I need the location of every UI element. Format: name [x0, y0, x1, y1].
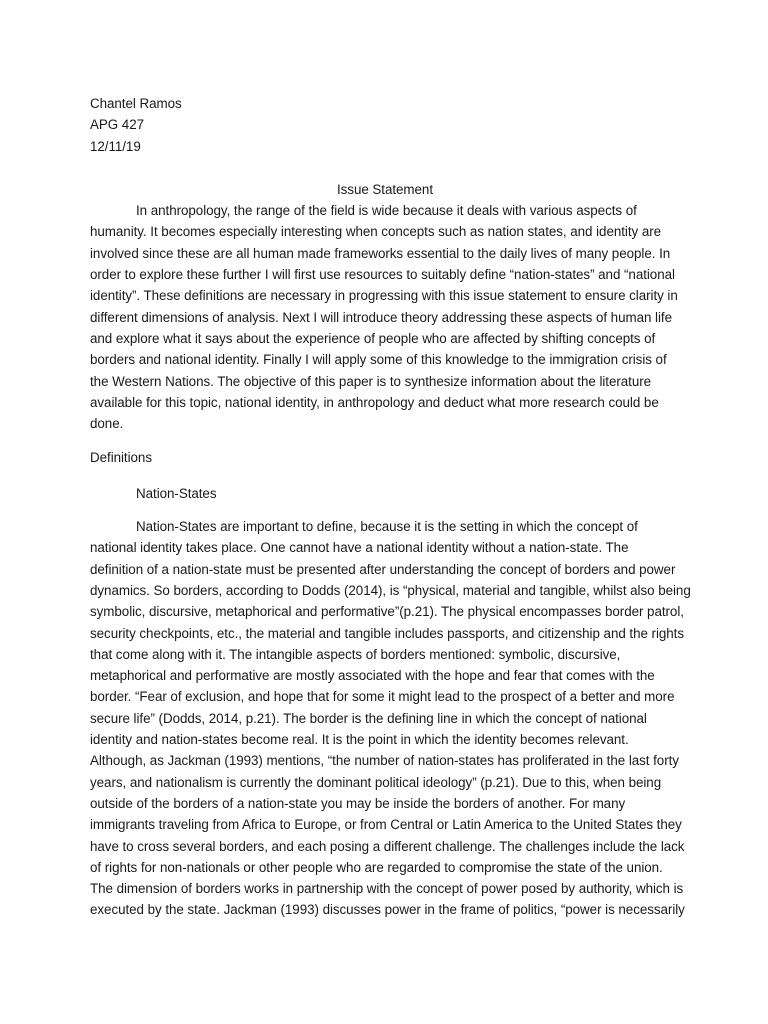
paragraph-line: The dimension of borders works in partnership with the concept of power posed by authority, which is: [90, 881, 684, 897]
paragraph-line: identity and nation-states become real. It is the point in which the identity becomes relevant.: [90, 732, 629, 748]
paragraph-line: borders and national identity. Finally I will apply some of this knowledge to the immigration crisis of: [90, 352, 667, 368]
course-code: APG 427: [90, 117, 144, 133]
document-body: [90, 93, 691, 921]
paragraph-line: In anthropology, the range of the field is wide because it deals with various aspects of: [136, 203, 637, 219]
section-heading-definitions: Definitions: [90, 450, 152, 466]
document-title: Issue Statement: [336, 181, 433, 197]
paragraph-line: symbolic, discursive, metaphorical and performative”(p.21). The physical encompasses border patrol,: [90, 604, 684, 620]
paragraph-line: secure life” (Dodds, 2014, p.21). The border is the defining line in which the concept of national: [90, 710, 647, 726]
paragraph-line: different dimensions of analysis. Next I will introduce theory addressing these aspects of human life: [90, 309, 672, 325]
paragraph-line: that come along with it. The intangible aspects of borders mentioned: symbolic, discursive,: [90, 646, 621, 662]
paragraph-line: national identity takes place. One cannot have a national identity without a nation-state. The: [90, 540, 629, 556]
paragraph-line: years, and nationalism is currently the dominant political ideology” (p.21). Due to this, when being: [90, 774, 662, 790]
paragraph-line: immigrants traveling from Africa to Europe, or from Central or Latin America to the United States they: [90, 817, 682, 833]
paragraph-line: border. “Fear of exclusion, and hope that for some it might lead to the prospect of a better and more: [90, 689, 675, 705]
paragraph-line: security checkpoints, etc., the material and tangible includes passports, and citizenship and the rights: [90, 625, 684, 641]
paragraph-line: available for this topic, national identity, in anthropology and deduct what more research could be: [90, 394, 659, 410]
paragraph-line: identity”. These definitions are necessary in progressing with this issue statement to ensure clarity in: [90, 288, 678, 304]
document-date: 12/11/19: [90, 138, 141, 154]
body-paragraph: [90, 516, 691, 921]
paragraph-line: of rights for non-nationals or other people who are regarded to compromise the state of the union.: [90, 859, 663, 875]
paragraph-line: outside of the borders of a nation-state you may be inside the borders of another. For many: [90, 795, 626, 811]
paragraph-line: metaphorical and performative are mostly associated with the hope and fear that comes with the: [90, 668, 655, 684]
paragraph-line: order to explore these further I will first use resources to suitably define “nation-states” and “national: [90, 267, 675, 283]
paragraph-line: the Western Nations. The objective of this paper is to synthesize information about the literature: [90, 373, 652, 389]
paragraph-line: humanity. It becomes especially interesting when concepts such as nation states, and identity are: [90, 224, 662, 240]
paragraph-line: Although, as Jackman (1993) mentions, “the number of nation-states has proliferated in the last forty: [90, 753, 679, 769]
paragraph-line: executed by the state. Jackman (1993) discusses power in the frame of politics, “power is necessarily: [90, 902, 685, 918]
paragraph-line: have to cross several borders, and each posing a different challenge. The challenges include the lack: [90, 838, 685, 854]
intro-paragraph: [90, 200, 680, 434]
paragraph-line: definition of a nation-state must be presented after understanding the concept of borders and power: [90, 561, 676, 577]
paragraph-line: dynamics. So borders, according to Dodds (2014), is “physical, material and tangible, whilst also being: [90, 582, 691, 598]
paragraph-line: done.: [90, 416, 124, 432]
paragraph-line: and explore what it says about the experience of people who are affected by shifting concepts of: [90, 330, 656, 346]
paragraph-line: Nation-States are important to define, because it is the setting in which the concept of: [136, 519, 638, 535]
author-name: Chantel Ramos: [90, 96, 182, 111]
header-block: [90, 93, 680, 157]
subheading-nation-states: Nation-States: [136, 485, 217, 501]
paragraph-line: involved since these are all human made frameworks essential to the daily lives of many people. In: [90, 245, 671, 261]
